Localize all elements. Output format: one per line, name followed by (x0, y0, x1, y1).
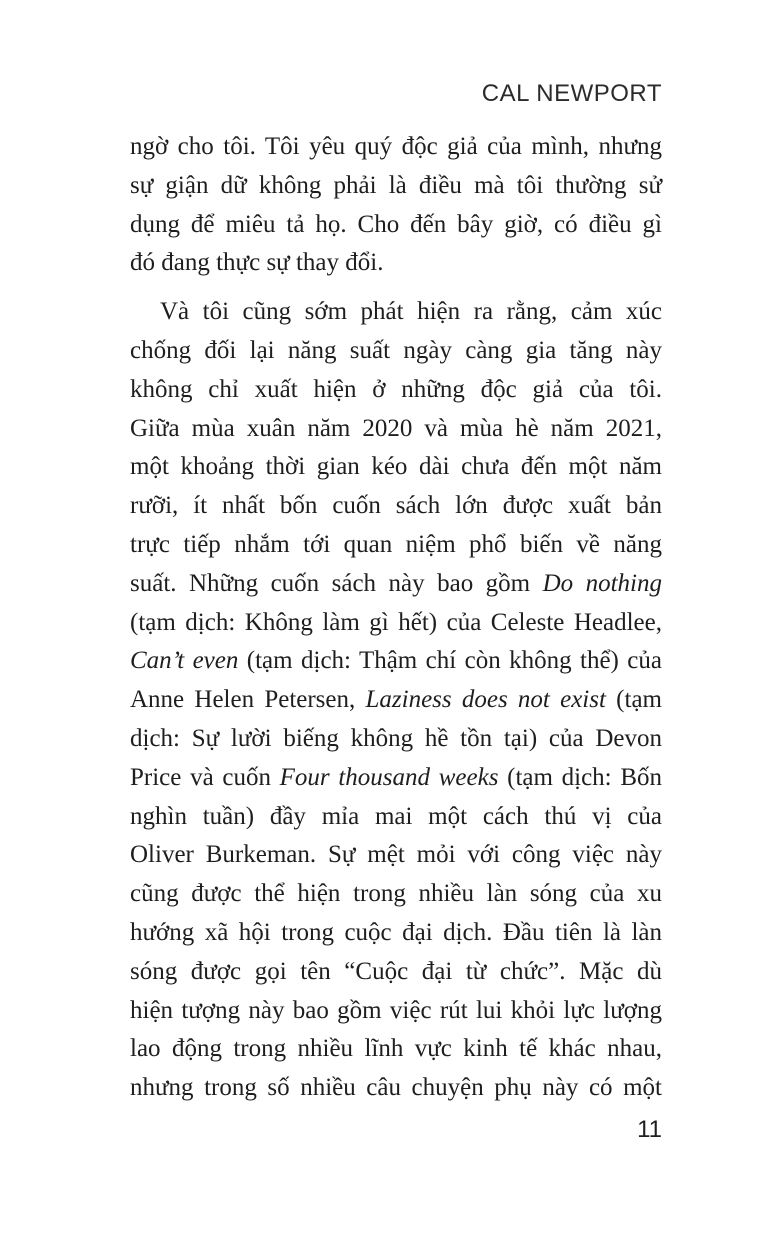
text-segment: Price và cuốn (130, 763, 280, 791)
text-segment: nghìn tuần) đầy mỉa mai một cách thú vị của (130, 802, 662, 830)
book-title-segment: Can’t even (130, 647, 239, 675)
text-line (130, 604, 662, 643)
text-line (130, 565, 662, 604)
text-line (130, 992, 662, 1031)
running-header: CAL NEWPORT (481, 80, 662, 107)
text-segment: cũng được thể hiện trong nhiều làn sóng của xu (130, 880, 662, 908)
text-segment: đó đang thực sự thay đổi. (130, 249, 384, 277)
text-segment: trực tiếp nhắm tới quan niệm phổ biến về năng (130, 530, 662, 558)
text-line (130, 448, 662, 487)
text-segment: lao động trong nhiều lĩnh vực kinh tế khác nhau, (130, 1035, 662, 1063)
text-line (130, 798, 662, 837)
text-segment: rưỡi, ít nhất bốn cuốn sách lớn được xuất bản (130, 492, 662, 520)
text-line (130, 128, 662, 167)
text-segment: dụng để miêu tả họ. Cho đến bây giờ, có điều gì (130, 210, 662, 238)
text-line (130, 487, 662, 526)
text-segment: ngờ cho tôi. Tôi yêu quý độc giả của mình, nhưng (130, 133, 662, 160)
text-segment: Anne Helen Petersen, (130, 686, 366, 714)
text-segment: một khoảng thời gian kéo dài chưa đến một năm (130, 453, 662, 481)
text-segment: Giữa mùa xuân năm 2020 và mùa hè năm 2021, (130, 414, 662, 442)
text-line (130, 293, 662, 332)
text-segment: chống đối lại năng suất ngày càng gia tăng này (130, 336, 662, 364)
text-segment: dịch: Sự lười biếng không hề tồn tại) của Devon (130, 724, 662, 752)
text-segment: (tạm (605, 686, 662, 714)
text-segment: sự giận dữ không phải là điều mà tôi thường sử (130, 171, 662, 199)
text-segment: (tạm dịch: Bốn (498, 763, 662, 791)
text-line (130, 681, 662, 720)
text-line (130, 720, 662, 759)
text-line (130, 642, 662, 681)
paragraph (130, 293, 662, 1108)
text-line (130, 836, 662, 875)
body-text (130, 128, 662, 1108)
text-line (130, 759, 662, 798)
text-line (130, 1069, 662, 1108)
book-title-segment: Do nothing (542, 569, 662, 597)
text-line (130, 244, 662, 283)
book-title-segment: Laziness does not exist (365, 686, 606, 714)
text-segment: không chỉ xuất hiện ở những độc giả của tôi. (130, 375, 662, 403)
text-line (130, 914, 662, 953)
text-segment: Và tôi cũng sớm phát hiện ra rằng, cảm xúc (160, 298, 662, 326)
text-segment: sóng được gọi tên “Cuộc đại từ chức”. Mặc dù (130, 957, 662, 985)
text-line (130, 875, 662, 914)
text-line (130, 410, 662, 449)
text-segment: (tạm dịch: Thậm chí còn không thể) của (238, 647, 662, 675)
text-line (130, 332, 662, 371)
text-line (130, 526, 662, 565)
text-line (130, 371, 662, 410)
text-segment: hướng xã hội trong cuộc đại dịch. Đầu tiên là làn (130, 918, 662, 946)
text-segment: (tạm dịch: Không làm gì hết) của Celeste Headlee, (130, 608, 662, 636)
text-segment: hiện tượng này bao gồm việc rút lui khỏi lực lượng (130, 996, 662, 1024)
text-line (130, 1030, 662, 1069)
book-title-segment: Four thousand weeks (279, 763, 499, 791)
text-line (130, 206, 662, 245)
paragraph (130, 128, 662, 283)
text-segment: Oliver Burkeman. Sự mệt mỏi với công việc này (130, 841, 662, 869)
text-segment: nhưng trong số nhiều câu chuyện phụ này có một (130, 1074, 662, 1102)
text-segment: suất. Những cuốn sách này bao gồm (130, 569, 543, 597)
text-line (130, 167, 662, 206)
page-number: 11 (637, 1116, 662, 1143)
text-line (130, 953, 662, 992)
